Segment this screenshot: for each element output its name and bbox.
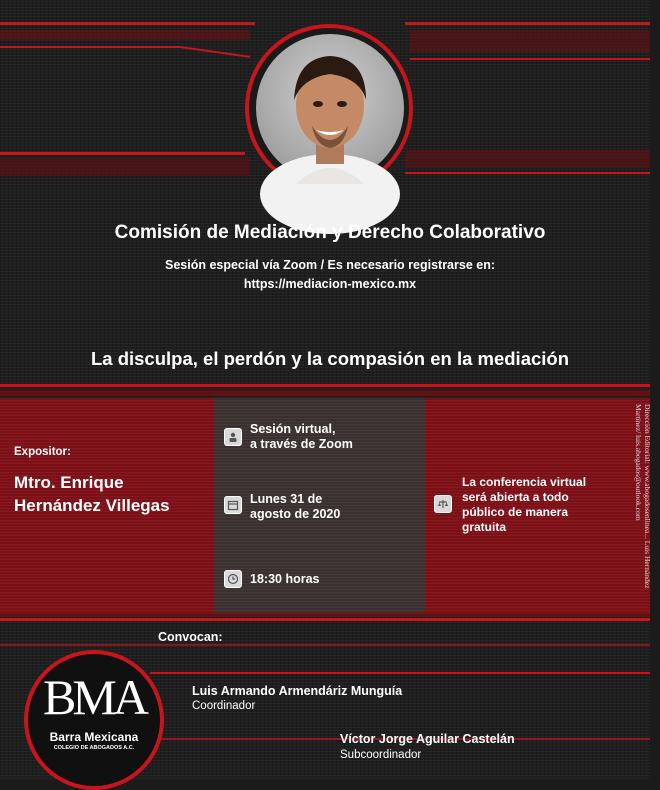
session-info: Sesión especial vía Zoom / Es necesario registrarse en:: [164, 258, 495, 272]
mid-shadow-right: [405, 150, 650, 168]
mid-line-right: [405, 172, 650, 174]
band-bottom-dark: [0, 612, 650, 617]
footer-line-2: [150, 672, 650, 674]
zoom-icon: [224, 428, 242, 446]
credit-line1: Dirección Editorial: www.abogadosenlinea...: [643, 404, 652, 539]
clock-icon: [224, 570, 242, 588]
mid-line-left: [0, 152, 245, 155]
subcoordinator-role: Subcoordinador: [340, 749, 422, 761]
speaker-label: Expositor:: [14, 446, 71, 458]
top-line-right-1: [405, 22, 650, 25]
footer-line-1: [0, 644, 650, 646]
logo-monogram: BMA: [43, 669, 145, 725]
credit-line2: Luis Hernández Martínez/ luis.abogados@outlook.com: [634, 404, 652, 589]
top-line-left-2: [0, 46, 180, 48]
side-credit: [632, 404, 652, 614]
access-line3: público de manera: [462, 505, 569, 519]
date-line1: Lunes 31 de: [250, 492, 323, 506]
logo-subtitle: COLEGIO DE ABOGADOS A.C.: [53, 745, 135, 751]
registration-url[interactable]: https://mediacion-mexico.mx: [243, 277, 417, 291]
calendar-icon: [224, 496, 242, 514]
logo-name: Barra Mexicana: [49, 730, 139, 744]
date-line2: agosto de 2020: [250, 507, 341, 521]
commission-title: Comisión de Mediación y Derecho Colaborativo: [114, 222, 546, 243]
top-shadow-left: [0, 30, 250, 40]
band-top-line: [0, 384, 650, 387]
bma-logo: [24, 650, 164, 790]
scale-icon: [434, 495, 452, 513]
time-text: 18:30 horas: [250, 572, 320, 586]
talk-title: La disculpa, el perdón y la compasión en la mediación: [90, 348, 570, 369]
speaker-name-line1: Mtro. Enrique: [14, 473, 124, 492]
top-line-left-1: [0, 22, 255, 25]
access-line4: gratuita: [462, 520, 507, 534]
access-line1: La conferencia virtual: [462, 475, 587, 489]
mode-line2: a través de Zoom: [250, 437, 353, 451]
subcoordinator-name: Víctor Jorge Aguilar Castelán: [340, 732, 515, 746]
speaker-name-line2: Hernández Villegas: [14, 496, 170, 515]
coordinator-role: Coordinador: [192, 700, 256, 712]
speaker-photo: [256, 34, 404, 182]
mid-shadow-left: [0, 158, 250, 176]
mode-line1: Sesión virtual,: [250, 422, 336, 436]
coordinator-name: Luis Armando Armendáriz Munguía: [192, 684, 403, 698]
access-line2: será abierta a todo: [462, 490, 569, 504]
top-line-right-2: [410, 58, 650, 60]
band-bottom-line: [0, 618, 650, 621]
top-shadow-right: [410, 30, 650, 52]
convocan-label: Convocan:: [158, 630, 223, 644]
band-top-dark: [0, 390, 650, 396]
